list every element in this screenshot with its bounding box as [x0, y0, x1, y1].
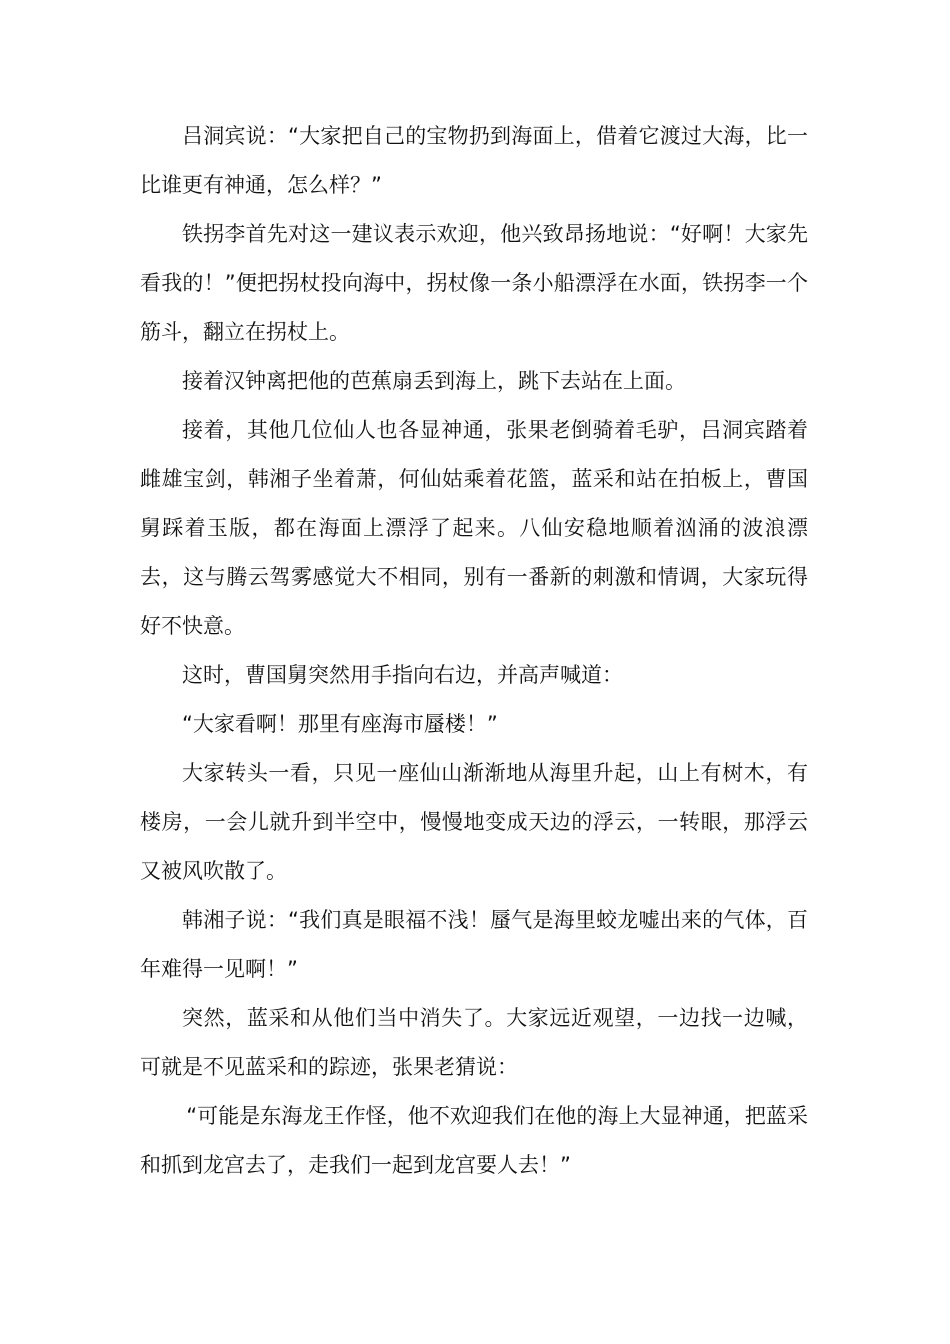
- paragraph-9: 突然，蓝采和从他们当中消失了。大家远近观望，一边找一边喊，可就是不见蓝采和的踪迹，张果老猜说：: [140, 1006, 808, 1079]
- paragraph-3: 接着汉钟离把他的芭蕉扇丢到海上，跳下去站在上面。: [182, 369, 686, 393]
- paragraph-10: “可能是东海龙王作怪，他不欢迎我们在他的海上大显神通，把蓝采和抓到龙宫去了，走我们一起到龙宫要人去！”: [140, 1104, 808, 1177]
- paragraph-7: 大家转头一看，只见一座仙山渐渐地从海里升起，山上有树木，有楼房，一会儿就升到半空中，慢慢地变成天边的浮云，一转眼，那浮云又被风吹散了。: [140, 761, 808, 883]
- paragraph-6: “大家看啊！那里有座海市蜃楼！”: [182, 712, 498, 736]
- paragraph-1: 吕洞宾说：“大家把自己的宝物扔到海面上，借着它渡过大海，比一比谁更有神通，怎么样？”: [140, 124, 808, 197]
- paragraph-8: 韩湘子说：“我们真是眼福不浅！蜃气是海里蛟龙嘘出来的气体，百年难得一见啊！”: [140, 908, 808, 981]
- paragraph-5: 这时，曹国舅突然用手指向右边，并高声喊道：: [182, 663, 623, 687]
- paragraph-4: 接着，其他几位仙人也各显神通，张果老倒骑着毛驴，吕洞宾踏着雌雄宝剑，韩湘子坐着萧，何仙姑乘着花篮，蓝采和站在拍板上，曹国舅踩着玉版，都在海面上漂浮了起来。八仙安稳地顺着汹涌的波浪漂去，这与腾云驾雾感觉大不相同，别有一番新的刺激和情调，大家玩得好不快意。: [140, 418, 808, 638]
- paragraph-2: 铁拐李首先对这一建议表示欢迎，他兴致昂扬地说：“好啊！大家先看我的！”便把拐杖投向海中，拐杖像一条小船漂浮在水面，铁拐李一个筋斗，翻立在拐杖上。: [140, 222, 808, 344]
- story-text: [140, 112, 808, 1190]
